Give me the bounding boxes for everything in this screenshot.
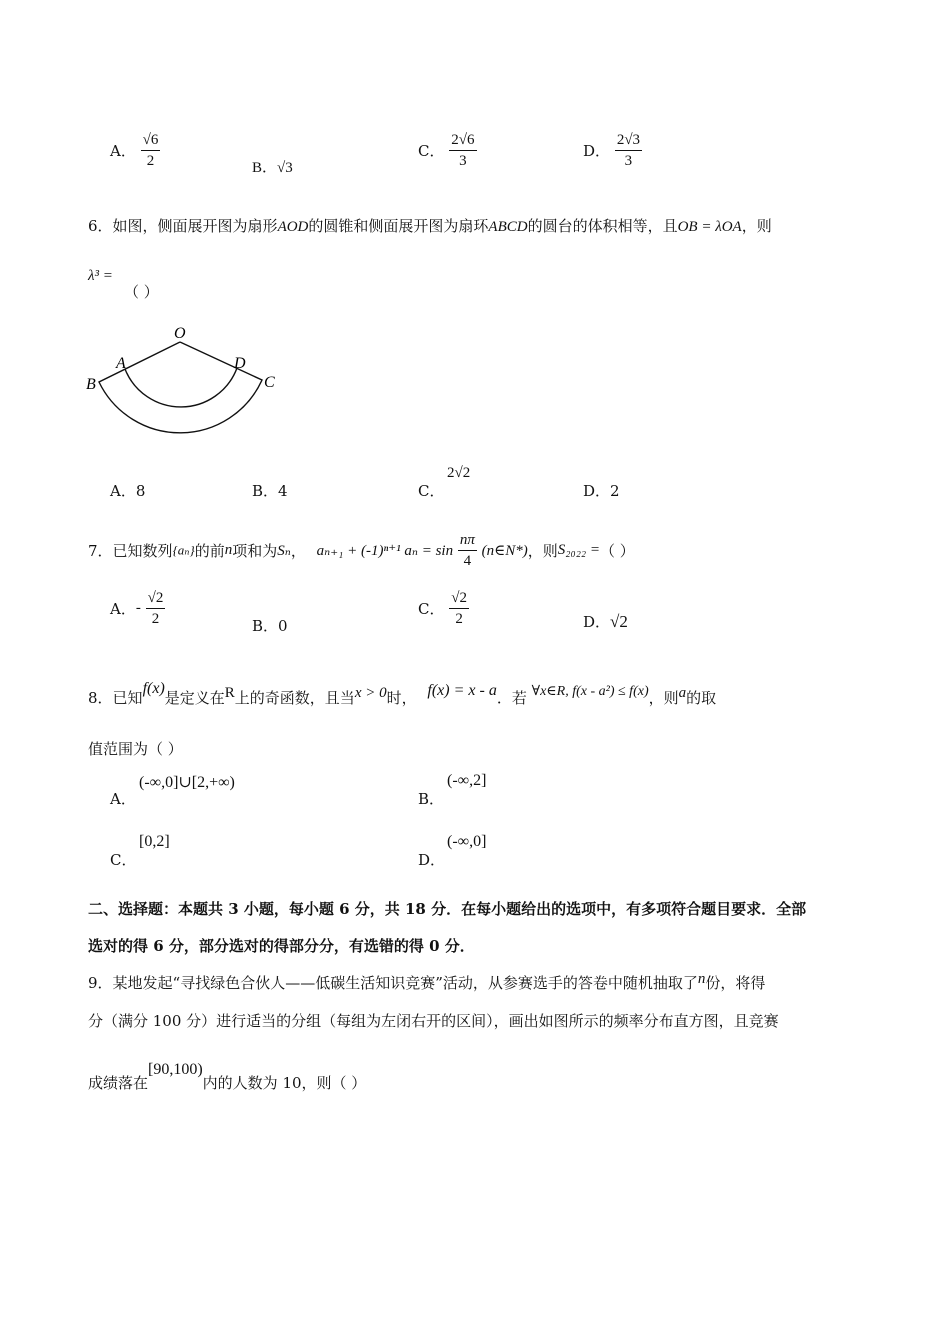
q5-option-b: B．√3 bbox=[252, 160, 293, 176]
q6-option-a: A．8 bbox=[110, 482, 146, 500]
label-o: O bbox=[174, 325, 186, 342]
q6-sector-figure bbox=[82, 320, 292, 440]
q8-option-a-label: A． bbox=[110, 790, 136, 808]
q5-option-a: A． $\frac{√6}{2}$ bbox=[110, 132, 159, 169]
q8-option-d-label: D． bbox=[418, 851, 446, 869]
q7-option-b: B．0 bbox=[252, 617, 288, 635]
q8-stem-line2: 值范围为（ ） bbox=[88, 740, 183, 758]
q8-stem: 8．已知f(x)是定义在R上的奇函数，且当x > 0时， f(x) = x - a．若 ∀x∈R, f(x - a²) ≤ f(x)，则a的取 bbox=[88, 680, 717, 707]
q9-line2: 分（满分 100 分）进行适当的分组（每组为左闭右开的区间），画出如图所示的频率分布直方图，且竞赛 bbox=[88, 1012, 779, 1030]
q7-option-d: D．√2 bbox=[583, 612, 628, 631]
section2-heading-line2: 选对的得 6 分，部分选对的得部分分，有选错的得 0 分． bbox=[88, 937, 475, 955]
inner-arc bbox=[125, 368, 237, 407]
q7-fraction: $\frac{n\pi}{4}$ bbox=[459, 532, 475, 569]
q7-option-c: C． $\frac{√2}{2}$ bbox=[418, 590, 467, 627]
q5-option-c: C． $\frac{2√6}{3}$ bbox=[418, 132, 475, 169]
q7-stem: 7．已知数列{aₙ}的前n项和为Sₙ， aₙ₊₁ + (-1)ⁿ⁺¹ aₙ = sin $\frac{n\pi}{4}$ (n∈N*)，则S₂₀₂₂ =（ ） bbox=[88, 532, 635, 569]
q6-bracket: （ ） bbox=[124, 283, 159, 301]
label-c: C bbox=[264, 374, 275, 391]
q6-lambda: λ³ = bbox=[88, 268, 113, 284]
q9-interval: [90,100) bbox=[148, 1061, 203, 1078]
q8-option-b-label: B． bbox=[418, 790, 445, 808]
q6-stem: 6．如图，侧面展开图为扇形AOD的圆锥和侧面展开图为扇环ABCD的圆台的体积相等，且OB = λOA，则 bbox=[88, 217, 772, 235]
label-a: A bbox=[116, 355, 126, 372]
q5-option-d: D． $\frac{2√3}{3}$ bbox=[583, 132, 641, 169]
label-d: D bbox=[234, 355, 246, 372]
section2-heading-line1: 二、选择题：本题共 3 小题，每小题 6 分，共 18 分．在每小题给出的选项中，有多项符合题目要求．全部 bbox=[88, 900, 807, 918]
q9-line3: 成绩落在[90,100)内的人数为 10，则（ ） bbox=[88, 1061, 367, 1092]
label-b: B bbox=[86, 376, 96, 393]
q6-option-c-value: 2√2 bbox=[447, 465, 471, 481]
q6-option-b: B．4 bbox=[252, 482, 288, 500]
q8-option-c-value: [0,2] bbox=[139, 833, 170, 850]
q8-option-d-value: (-∞,0] bbox=[447, 833, 487, 850]
q6-option-c: C． bbox=[418, 482, 445, 500]
q8-option-a-value: (-∞,0]∪[2,+∞) bbox=[139, 774, 235, 791]
q9-line1: 9．某地发起“寻找绿色合伙人——低碳生活知识竞赛”活动，从参赛选手的答卷中随机抽取了n份，将得 bbox=[88, 971, 766, 992]
q6-option-d: D．2 bbox=[583, 482, 620, 500]
q7-option-a: A．- $\frac{√2}{2}$ bbox=[110, 590, 164, 627]
q8-option-c-label: C． bbox=[110, 851, 137, 869]
q5-option-a-fraction: $\frac{√6}{2}$ bbox=[142, 132, 159, 169]
q8-option-b-value: (-∞,2] bbox=[447, 772, 487, 789]
